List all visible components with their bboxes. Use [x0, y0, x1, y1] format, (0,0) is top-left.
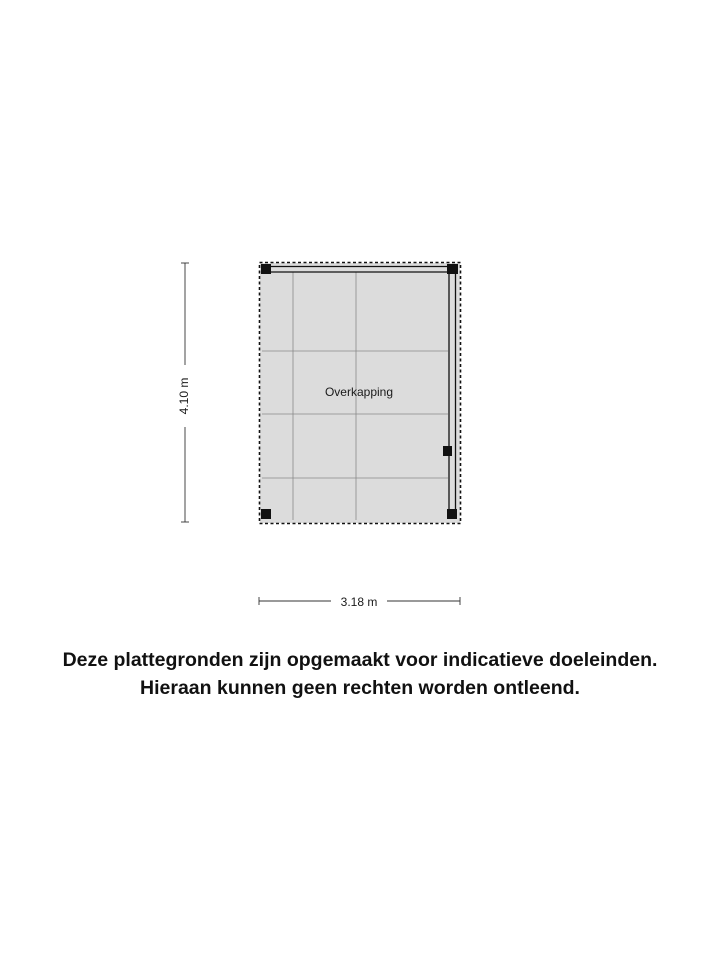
- post-bottom-left: [261, 509, 271, 519]
- disclaimer-line-1: Deze plattegronden zijn opgemaakt voor indicatieve doeleinden.: [62, 649, 658, 671]
- width-dimension-label: 3.18 m: [340, 595, 378, 609]
- disclaimer-line-2: Hieraan kunnen geen rechten worden ontleend.: [140, 677, 580, 699]
- post-middle-right: [443, 446, 452, 456]
- post-top-right: [447, 264, 458, 274]
- room-label: Overkapping: [324, 385, 394, 399]
- post-bottom-right: [447, 509, 457, 519]
- post-top-left: [261, 264, 271, 274]
- height-dimension-label: 4.10 m: [177, 377, 192, 415]
